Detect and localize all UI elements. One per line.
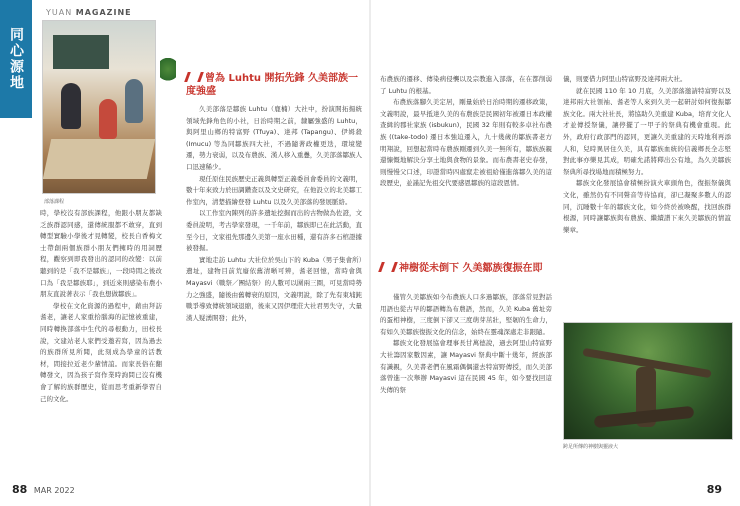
text-column [186,104,362,324]
sacred-tree-photo [563,322,733,440]
text-column [380,292,552,396]
section-heading [186,72,362,98]
magazine-masthead [46,8,132,17]
photo-caption: 部落課程 [44,199,65,205]
paragraph: 久美部落是鄒族 Luhtu（鹿楠）大社中，扮演開拓揚統領域先鋒角色的小社，日治時期之前，隸屬強盛的 Luhtu，與阿里山鄉的特富野 (Tfuya)、達邦 (Tapangu)、伊姆殺 (Imucu) 等為同鄒族四大社，不過隨著政權更迭，環境變遷，勢力衰弱，以及布農族、漢人移入重疊，久美部落鄒族人口迅速稀少。 [186,105,362,171]
paragraph: 鄒族文化發展協會積極扮演火車頭角色，復振祭儀與文化，雖然仍有不同聲音等待協商，卻已凝聚多數人的認同，沉睡數十年的鄒族文化，如今終於被喚醒，找回族群根源，同時讓鄒族與布農族、繼續譜下來久美鄒族的情誼樂章。 [563,179,731,234]
heading-mark-icon [378,262,398,272]
paragraph: 布農族落腳久美定居，剛量始於日治時期的遷移政策，文義明說，最早抵達久美的布農族是民國初年被遷日本政權查緝的郡社家族 (isbukun)，民國 32 年則有較多卓社布農族 ((take-todo) 遷日本強迫遷入，九十幾歲的鄒族書老方明翔說，回想起當時布農族剛遷到久美一無所有，鄒族族親還慷慨地解決分享土地與食物的景象。而布農書老史春發，則慢慢父口述，印證當時四處竄走被祖給僅進落鄒久美的這段歷史，並謹記先祖交代要感恩鄒族的這段恩情。 [380,98,552,188]
photo-board [53,35,109,69]
photo-caption: 跨足所傳的神樹與靈液大 [563,444,619,450]
page-number: 89 [706,483,722,496]
photo-figure [99,99,117,139]
section-banner: 同心源地 [0,0,32,118]
section-heading-text: 曾為 Luhtu 開拓先鋒 久美部族一度強盛 [186,73,358,97]
issue-date: MAR 2022 [33,486,75,495]
heading-mark-icon [184,72,204,82]
classroom-photo [42,20,156,194]
paragraph: 布農族的遷移、傳染病侵襲以及宗教進入部落，在在都削弱了 Luhtu 的根基。 [380,75,552,95]
page-folio [707,483,726,496]
decorative-plant-icon [160,58,176,86]
magazine-name: YUAN [46,8,73,17]
photo-figure [61,83,81,129]
magazine-suffix: MAGAZINE [75,8,132,17]
paragraph: 實地走訪 Luhtu 大社位於吳山下的 Kuba（男子集會所）遺址，建物目前荒廢依舊清晰可辨，耆老回憶，當時會與 Mayasvi（戰祭／團結祭）的人數可以圍兩三圈，可見當時勢力之強盛，隨後由舊轉衰的原因，文義明說，除了先有東埔鈍戰爭導致傳統領域退縮，後來又因伊理莊大社君男失守，大量漢人疑湧開發；此外， [186,255,362,322]
paragraph: 鄒族文化發展協會理事長甘萬德說，過去阿里山特富野大社籌因家數因素，讓 Mayasvi 祭典中斷十幾年，經族部有識親，久美書老們在風霜偶偶還去特富野傳授，而久美部落曾進一次舉辦 Mayasvi 這在民國 45 年，如今要找回這失傳的祭 [380,339,552,394]
page-number: 88 [12,483,28,496]
section-heading [380,262,552,275]
paragraph: 就在民國 110 年 10 月底，久美部落邀請特富野以及達邦兩大社領袖、耆老等人來到久美一起研討如何復振鄒族文化。兩大社社長，將協助久美重建 Kuba，培育文化人才並傳授祭儀，讓停擺了一甲子的祭典有機會重現。此外，政府行政部門的認同，更讓久美重建的天時地利再添人和，兒時異居住久美，具有鄒族血統的信義鄉長全志堅對此事亦樂見其成，明確允諾將釋出公有地，為久美鄒族祭典所尋找場地而積極努力。 [563,86,731,176]
section-heading-text: 神樹從未倒下 久美鄒族復振在即 [399,263,543,274]
paragraph: 僅管久美鄒族如今布農族人口多過鄒族，部落常見對話用語也從古早的鄒語轉為布農語，然而，久美 Kuba 舊址旁的蛋相神樹，三度倒下卻又三度萌芽茁壯，堅韌的生命力，有如久美鄒族復振文化的信念，始終在靈魂深處走非跟隨。 [380,293,552,336]
photo-figure [125,79,143,123]
paragraph: 學校在文化資源的過程中，藉由拜訪耆老，讓老人家重拾腦海的記憶被重建，同時轉換部落中生代的尋根動力，田校長說，文建站老人家們受邀若寫，因為過去的族群所見所聞，此刻成為學童的活教材，間接拉近老少輩情誼。而家長俗在翻轉發文，因為孩子寫作業時詢問已沒有機會了解的族群歷史，從而思考重新學習自己的文化。 [40,301,162,403]
photo-table [43,139,156,179]
right-page [370,0,740,506]
page-folio [12,483,75,496]
text-column [40,208,162,405]
paragraph: 時，學校沒有部族課程，他跟小朋友都缺乏族群認同感，還傳統服都不敢穿，直到轉型實驗小學後才見轉變，校長自香梅文士帶創兩個族群小朋友們擁時的用詞歷程，觀察到即我發出的認同的改變：以前聽到的是「我不是鄒族」，一段時間之後改口為「我是鄒族耶」，到近來則感染布農小朋友直說著表示「我也想做鄒族」。 [40,209,162,299]
text-column [563,74,731,236]
text-column [380,74,552,190]
paragraph: 現任原住民族歷史正義與轉型正義委員會委員的文義明，數十年來致力於田調鑽查以及文史研究，在他設立的北美鄒工作室內，清楚描繪登發 Luhtu 以及久美部落的發展脈絡。 [186,174,362,206]
paragraph: 儀，則要借力阿里山特富野及達邦兩大社。 [563,75,687,83]
paragraph: 以工作室內陳列的許多遺址挖掘而出的古物做為佐證，文委員說明，考古學家發現，一千年前，鄒族即已在此活動，直至今日，文家祖先那邊久美第一座水田種，還有許多石棺證據被發掘。 [186,209,362,253]
